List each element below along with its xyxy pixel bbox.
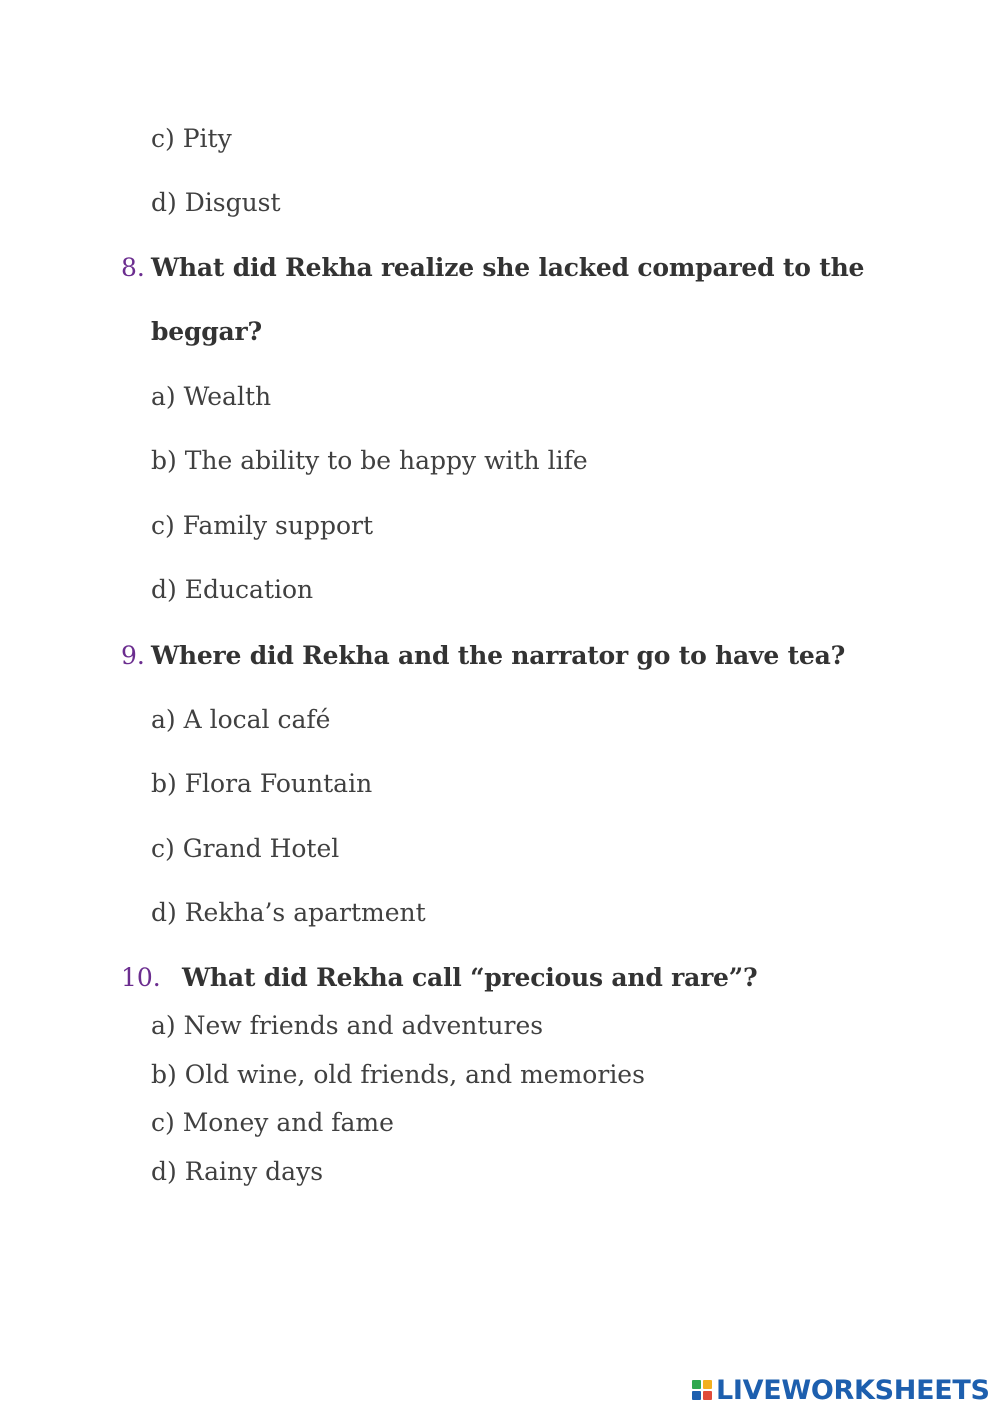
question-9-option-c[interactable]: c) Grand Hotel — [151, 834, 340, 863]
option-d-disgust: d) Disgust — [151, 188, 281, 217]
question-9-option-a[interactable]: a) A local café — [151, 705, 331, 734]
logo-square-4 — [703, 1391, 712, 1400]
question-number-10: 10. — [121, 963, 161, 992]
question-9-option-b[interactable]: b) Flora Fountain — [151, 769, 373, 798]
question-8-option-d[interactable]: d) Education — [151, 575, 314, 604]
question-8-option-c[interactable]: c) Family support — [151, 511, 374, 540]
logo-square-3 — [692, 1391, 701, 1400]
logo-square-1 — [692, 1380, 701, 1389]
logo-text: LIVEWORKSHEETS — [716, 1374, 990, 1406]
question-8-option-b[interactable]: b) The ability to be happy with life — [151, 446, 588, 475]
question-9-option-d[interactable]: d) Rekha’s apartment — [151, 898, 426, 927]
question-10-option-d[interactable]: d) Rainy days — [151, 1157, 324, 1186]
question-10-option-b[interactable]: b) Old wine, old friends, and memories — [151, 1060, 645, 1089]
question-10-option-c[interactable]: c) Money and fame — [151, 1108, 394, 1137]
question-10-text: What did Rekha call “precious and rare”? — [182, 963, 758, 992]
question-number-8: 8. — [121, 253, 145, 282]
question-8-text-line2: beggar? — [151, 317, 262, 346]
question-8-option-a[interactable]: a) Wealth — [151, 382, 272, 411]
liveworksheets-logo-icon — [692, 1380, 712, 1400]
question-8-text-line1: What did Rekha realize she lacked compared to the — [151, 253, 865, 282]
question-number-9: 9. — [121, 641, 145, 670]
liveworksheets-logo[interactable] — [692, 1374, 990, 1406]
question-9-text: Where did Rekha and the narrator go to have tea? — [151, 641, 846, 670]
logo-square-2 — [703, 1380, 712, 1389]
question-10-option-a[interactable]: a) New friends and adventures — [151, 1011, 544, 1040]
option-c-pity: c) Pity — [151, 124, 232, 153]
